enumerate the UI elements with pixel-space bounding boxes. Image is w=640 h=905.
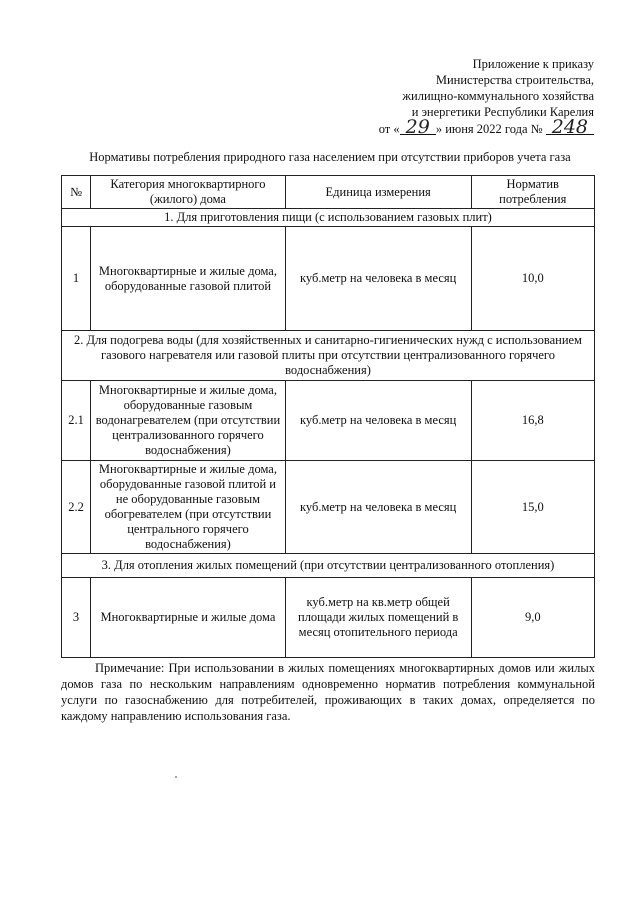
row-category: Многоквартирные и жилые дома, оборудованные газовой плитой и не оборудованные газовым обогревателем (при отсутствии центрального горячего водоснабжения) [91,461,286,554]
header-line-4: и энергетики Республики Карелия [411,105,594,119]
row-unit: куб.метр на человека в месяц [285,461,471,554]
handwritten-order-number: 248 [546,120,594,135]
row-num: 2.1 [62,381,91,461]
row-value: 10,0 [471,227,595,331]
table-row [62,461,595,554]
section-title-1: 1. Для приготовления пищи (с использованием газовых плит) [62,209,595,227]
date-prefix: от « [378,122,400,136]
header-norm: Норматив потребления [471,176,595,209]
row-unit: куб.метр на человека в месяц [285,381,471,461]
handwritten-day: 29 [400,120,436,135]
row-value: 9,0 [471,578,595,658]
header-line-3: жилищно-коммунального хозяйства [402,89,594,103]
note-paragraph [61,660,595,724]
row-value: 15,0 [471,461,595,554]
header-category: Категория многоквартирного (жилого) дома [91,176,286,209]
row-num: 1 [62,227,91,331]
order-date-line [294,116,594,138]
section-title-2: 2. Для подогрева воды (для хозяйственных и санитарно-гигиенических нужд с использованием газового нагревателя или газовой плиты при отсутствии централизованного горячего водоснабжения) [62,331,595,381]
note-text: Примечание: При использовании в жилых помещениях многоквартирных домов или жилых домов газа по нескольким направлениям одновременно норматив потребления коммунальной услуги по газоснабжению для потребителей, проживающих в таких домах, определяется по каждому направлению использования газа. [61,661,595,723]
document-header [294,56,594,137]
table-header-row [62,176,595,209]
row-value: 16,8 [471,381,595,461]
header-line-2: Министерства строительства, [435,73,594,87]
table-row [62,381,595,461]
section-title-3: 3. Для отопления жилых помещений (при отсутствии централизованного отопления) [62,554,595,578]
section-row [62,331,595,381]
row-category: Многоквартирные и жилые дома [91,578,286,658]
date-middle: » июня 2022 года № [435,122,543,136]
row-num: 3 [62,578,91,658]
table-row [62,578,595,658]
norms-table [61,175,595,658]
row-category: Многоквартирные и жилые дома, оборудованные газовой плитой [91,227,286,331]
row-num: 2.2 [62,461,91,554]
row-category: Многоквартирные и жилые дома, оборудованные газовым водонагревателем (при отсутствии централизованного горячего водоснабжения) [91,381,286,461]
document-title: Нормативы потребления природного газа населением при отсутствии приборов учета газа [89,150,571,164]
header-unit: Единица измерения [285,176,471,209]
scan-speck [175,776,177,778]
header-line-1: Приложение к приказу [472,57,594,71]
section-row [62,554,595,578]
section-row [62,209,595,227]
table-row [62,227,595,331]
row-unit: куб.метр на кв.метр общей площади жилых помещений в месяц отопительного периода [285,578,471,658]
row-unit: куб.метр на человека в месяц [285,227,471,331]
header-num: № [62,176,91,209]
